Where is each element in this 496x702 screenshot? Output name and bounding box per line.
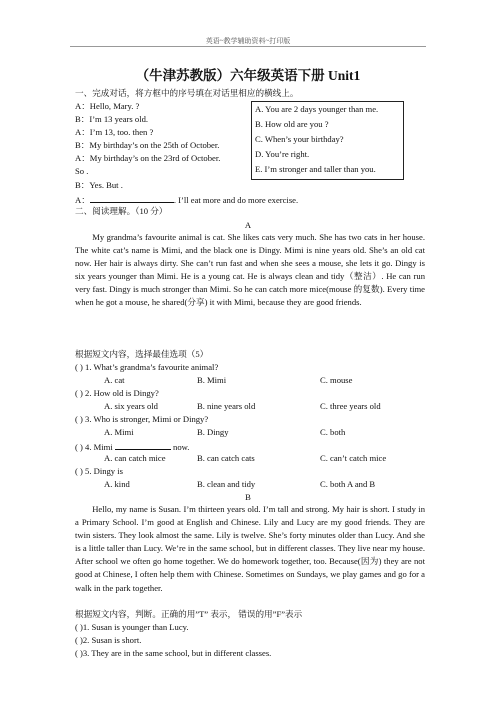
dialogue-line-5: A：My birthday’s on the 23rd of October. <box>75 153 221 163</box>
statement-2: ( )2. Susan is short. <box>75 635 142 645</box>
passage-a-instruction: 根据短文内容，选择最佳选项（5） <box>75 349 209 359</box>
statement-3: ( )3. They are in the same school, but in different classes. <box>75 648 272 658</box>
section1-heading: 一、完成对话，将方框中的序号填在对话里相应的横线上。 <box>75 88 299 98</box>
passage-a-label: A <box>244 220 252 230</box>
dialogue-line-4: B：My birthday’s on the 25th of October. <box>75 140 220 150</box>
q5-option-a: A. kind <box>104 479 130 489</box>
passage-b-label: B <box>245 492 251 502</box>
header-divider <box>70 46 426 47</box>
dialogue-line-1: A：Hello, Mary. ? <box>75 101 140 111</box>
question-2: ( ) 2. How old is Dingy? <box>75 388 159 398</box>
dialogue-line-8-text: . I’ll eat more and do more exercise. <box>173 195 299 205</box>
question-4 <box>75 440 189 453</box>
q3-option-a: A. Mimi <box>104 427 134 437</box>
section2-heading: 二、阅读理解。（10 分） <box>75 206 168 216</box>
q3-option-c: C. both <box>320 427 346 437</box>
question-1: ( ) 1. What’s grandma’s favourite animal? <box>75 362 219 372</box>
dialogue-line-6: So . <box>75 166 89 176</box>
question-4-blank[interactable] <box>115 440 171 450</box>
option-b: B. How old are you ? <box>255 119 329 129</box>
dialogue-line-8-speaker: A： <box>75 195 90 205</box>
page-title: （牛津苏教版）六年级英语下册 Unit1 <box>135 68 361 83</box>
dialogue-line-8 <box>75 193 298 206</box>
q1-option-a: A. cat <box>104 375 125 385</box>
answer-blank[interactable] <box>90 193 174 203</box>
q1-option-b: B. Mimi <box>197 375 227 385</box>
question-5: ( ) 5. Dingy is <box>75 466 123 476</box>
passage-b-text: Hello, my name is Susan. I’m thirteen years old. I’m tall and strong. My hair is short. I study in a Primary School. I’m good at English and Chinese. Lily and Lucy are my good friends. They are twin sisters. They look almost the same. Lily is twelve. She’s forty minutes older than Lucy. And she is a little taller than Lucy. We’re in the same school, but in different classes. They live near my house. After school we often go home together. We do homework together, too. Because(因为) they are not good at Chinese, I often help them with Chinese. Sometimes on Sundays, we play games and go for a walk in the park together. <box>75 504 425 593</box>
dialogue-line-7: B：Yes. But . <box>75 180 123 190</box>
q4-option-b: B. can catch cats <box>197 453 255 463</box>
q1-option-c: C. mouse <box>320 375 353 385</box>
question-4-prefix: ( ) 4. Mimi <box>75 442 113 452</box>
options-box <box>251 101 404 180</box>
q2-option-b: B. nine years old <box>197 401 256 411</box>
dialogue-line-3: A：I’m 13, too. then ? <box>75 127 154 137</box>
statement-1: ( )1. Susan is younger than Lucy. <box>75 622 189 632</box>
option-e: E. I’m stronger and taller than you. <box>255 164 376 174</box>
q3-option-b: B. Dingy <box>197 427 229 437</box>
q5-option-b: B. clean and tidy <box>197 479 256 489</box>
passage-b-instruction: 根据短文内容，判断。正确的用”T” 表示， 错误的用”F”表示 <box>75 609 303 619</box>
q4-option-a: A. can catch mice <box>104 453 166 463</box>
page-header: 英语~教学辅助资料~打印版 <box>205 37 291 45</box>
passage-a-text: My grandma’s favourite animal is cat. She likes cats very much. She has two cats in her house. The white cat’s name is Mimi, and the black one is Dingy. Mimi is nine years old. She’s an old cat now. Her hair is always dirty. She can’t run fast and when she sees a mouse, she lets it go. Dingy is six years younger than Mimi. He is a young cat. He is always clean and tidy（整洁）. He can run very fast. Dingy is much stronger than Mimi. So he can catch more mice(mouse 的复数). Every time when he got a mouse, he shared(分享) it with Mimi, because they are good friends. <box>75 232 425 308</box>
question-4-suffix: now. <box>173 442 190 452</box>
q4-option-c: C. can’t catch mice <box>320 453 387 463</box>
option-a: A. You are 2 days younger than me. <box>255 104 379 114</box>
q5-option-c: C. both A and B <box>320 479 376 489</box>
option-d: D. You’re right. <box>255 149 310 159</box>
question-3: ( ) 3. Who is stronger, Mimi or Dingy? <box>75 414 209 424</box>
q2-option-c: C. three years old <box>320 401 381 411</box>
option-c: C. When’s your birthday? <box>255 134 344 144</box>
dialogue-line-2: B：I’m 13 years old. <box>75 114 149 124</box>
q2-option-a: A. six years old <box>104 401 158 411</box>
